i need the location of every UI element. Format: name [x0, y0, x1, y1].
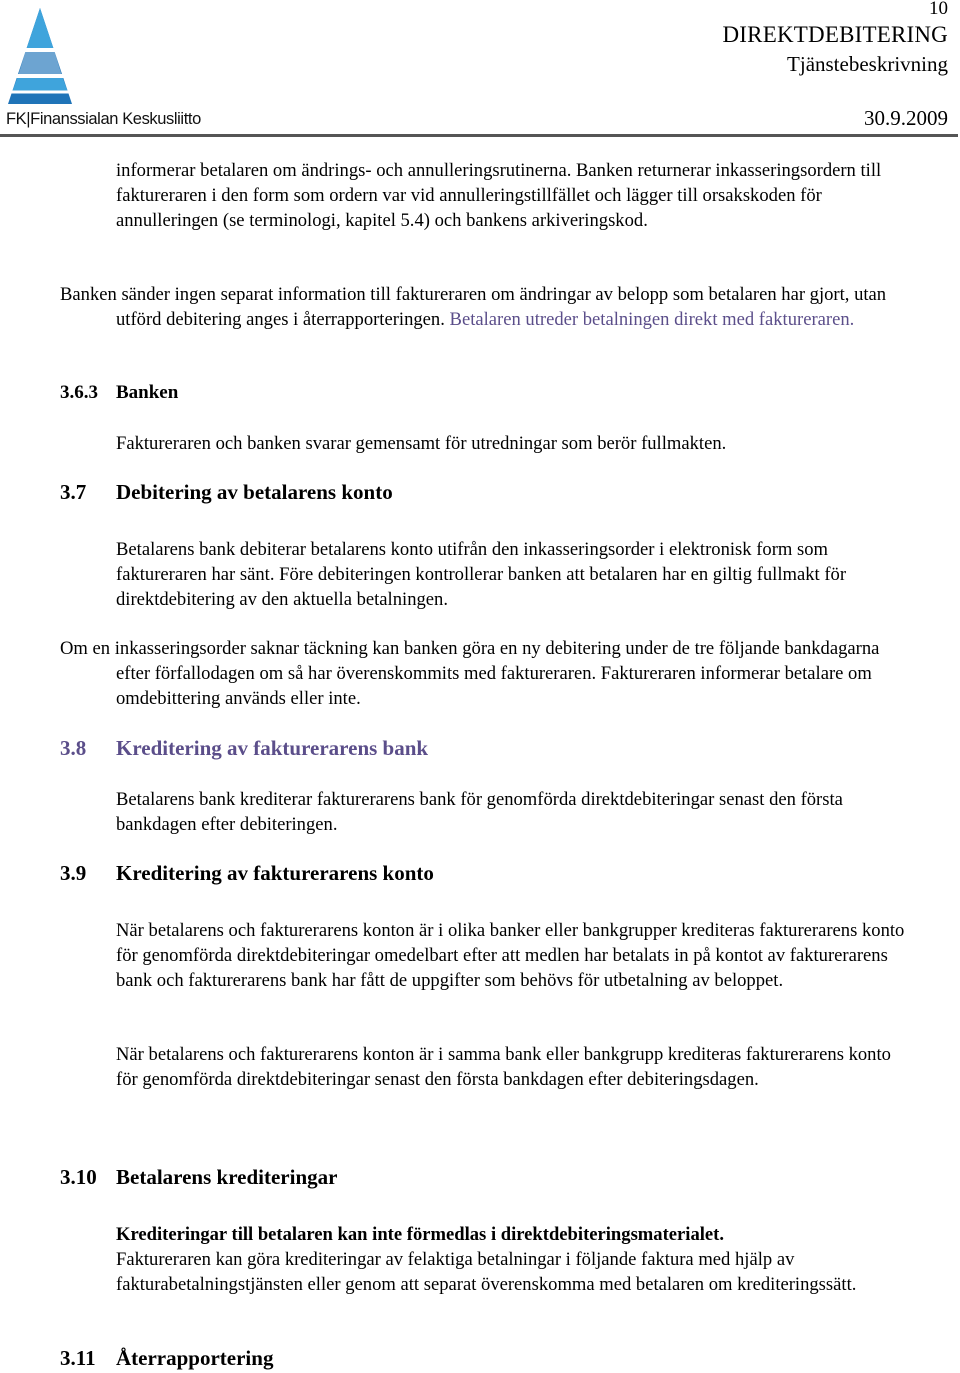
- page-number: 10: [929, 0, 948, 19]
- section-3-10-title: Betalarens krediteringar: [116, 1165, 338, 1189]
- section-3-8-title[interactable]: Kreditering av fakturerarens bank: [116, 736, 429, 760]
- paragraph-beloppsandring: [60, 283, 916, 333]
- paragraph-omdebitering: Om en inkasseringsorder saknar täckning kan banken göra en ny debitering under de tre följande bankdagarna efter förfallodagen om så har överenskommits med faktureraren. Faktureraren informerar betalare om omdebittering används eller inte.: [60, 638, 880, 709]
- document-title: DIREKTDEBITERING: [722, 22, 948, 47]
- paragraph-debitering: Betalarens bank debiterar betalarens konto utifrån den inkasseringsorder i elektronisk form som faktureraren har sänt. Före debiteringen kontrollerar banken att betalaren har en giltig fullmakt för direktdebitering av den aktuella betalningen.: [116, 539, 847, 610]
- section-3-11-title: Återrapportering: [116, 1346, 274, 1370]
- paragraph-annullering: informerar betalaren om ändrings- och annulleringsrutinerna. Banken returnerar inkasseringsordern till faktureraren i den form som ordern var vid annulleringstillfället och lägger till orsakskoden för annulleringen (se terminologi, kapitel 5.4) och bankens arkiveringskod.: [116, 160, 882, 231]
- krediteringar-text: Faktureraren kan göra krediteringar av felaktiga betalningar i följande faktura med hjälp av fakturabetalningstjänsten eller genom att separat överenskomma med betalaren om krediteringssätt.: [116, 1248, 857, 1295]
- paragraph-bank-kreditering: Betalarens bank krediterar fakturerarens bank för genomförda direktdebiteringar senast den första bankdagen efter debiteringen.: [116, 789, 843, 835]
- document-subtitle: Tjänstebeskrivning: [787, 52, 948, 76]
- fk-logo: [4, 6, 201, 128]
- section-3-6-3-title: Banken: [116, 382, 179, 403]
- section-3-8-number: 3.8: [60, 736, 87, 760]
- paragraph-beloppsandring-text: Banken sänder ingen separat information till faktureraren om ändringar av belopp som betalaren har gjort, utan utförd debitering anges i återrapporteringen.: [60, 284, 887, 330]
- section-3-11-number: 3.11: [60, 1346, 96, 1370]
- krediteringar-bold-lead: Krediteringar till betalaren kan inte förmedlas i direktdebiteringsmaterialet.: [116, 1224, 725, 1245]
- logo-sail-icon: [4, 6, 184, 110]
- paragraph-krediteringar: [116, 1223, 916, 1297]
- section-3-9-number: 3.9: [60, 861, 87, 885]
- betalaren-utreder-link[interactable]: Betalaren utreder betalningen direkt med faktureraren.: [449, 308, 855, 330]
- section-3-9-title: Kreditering av fakturerarens konto: [116, 861, 434, 885]
- section-3-6-3-number: 3.6.3: [60, 382, 98, 403]
- paragraph-olika-banker: När betalarens och fakturerarens konton är i olika banker eller bankgrupper krediteras fakturerarens konto för genomförda direktdebiteringar omedelbart efter att medlen har betalats in på kontot av fakturerarens bank och fakturerarens bank har fått de uppgifter som behövs för utbetalning av beloppet.: [116, 920, 905, 991]
- document-date: 30.9.2009: [864, 106, 948, 130]
- section-3-10-number: 3.10: [60, 1165, 97, 1189]
- header-divider: [0, 134, 958, 137]
- section-3-7-title: Debitering av betalarens konto: [116, 480, 393, 504]
- logo-text: FK|Finanssialan Keskusliitto: [6, 110, 201, 128]
- paragraph-samma-bank: När betalarens och fakturerarens konton är i samma bank eller bankgrupp krediteras fakturerarens konto för genomförda direktdebiteringar senast den första bankdagen efter debiteringsdagen.: [116, 1044, 891, 1090]
- section-3-7-number: 3.7: [60, 480, 87, 504]
- paragraph-fullmakt-utredning: Faktureraren och banken svarar gemensamt för utredningar som berör fullmakten.: [116, 433, 727, 454]
